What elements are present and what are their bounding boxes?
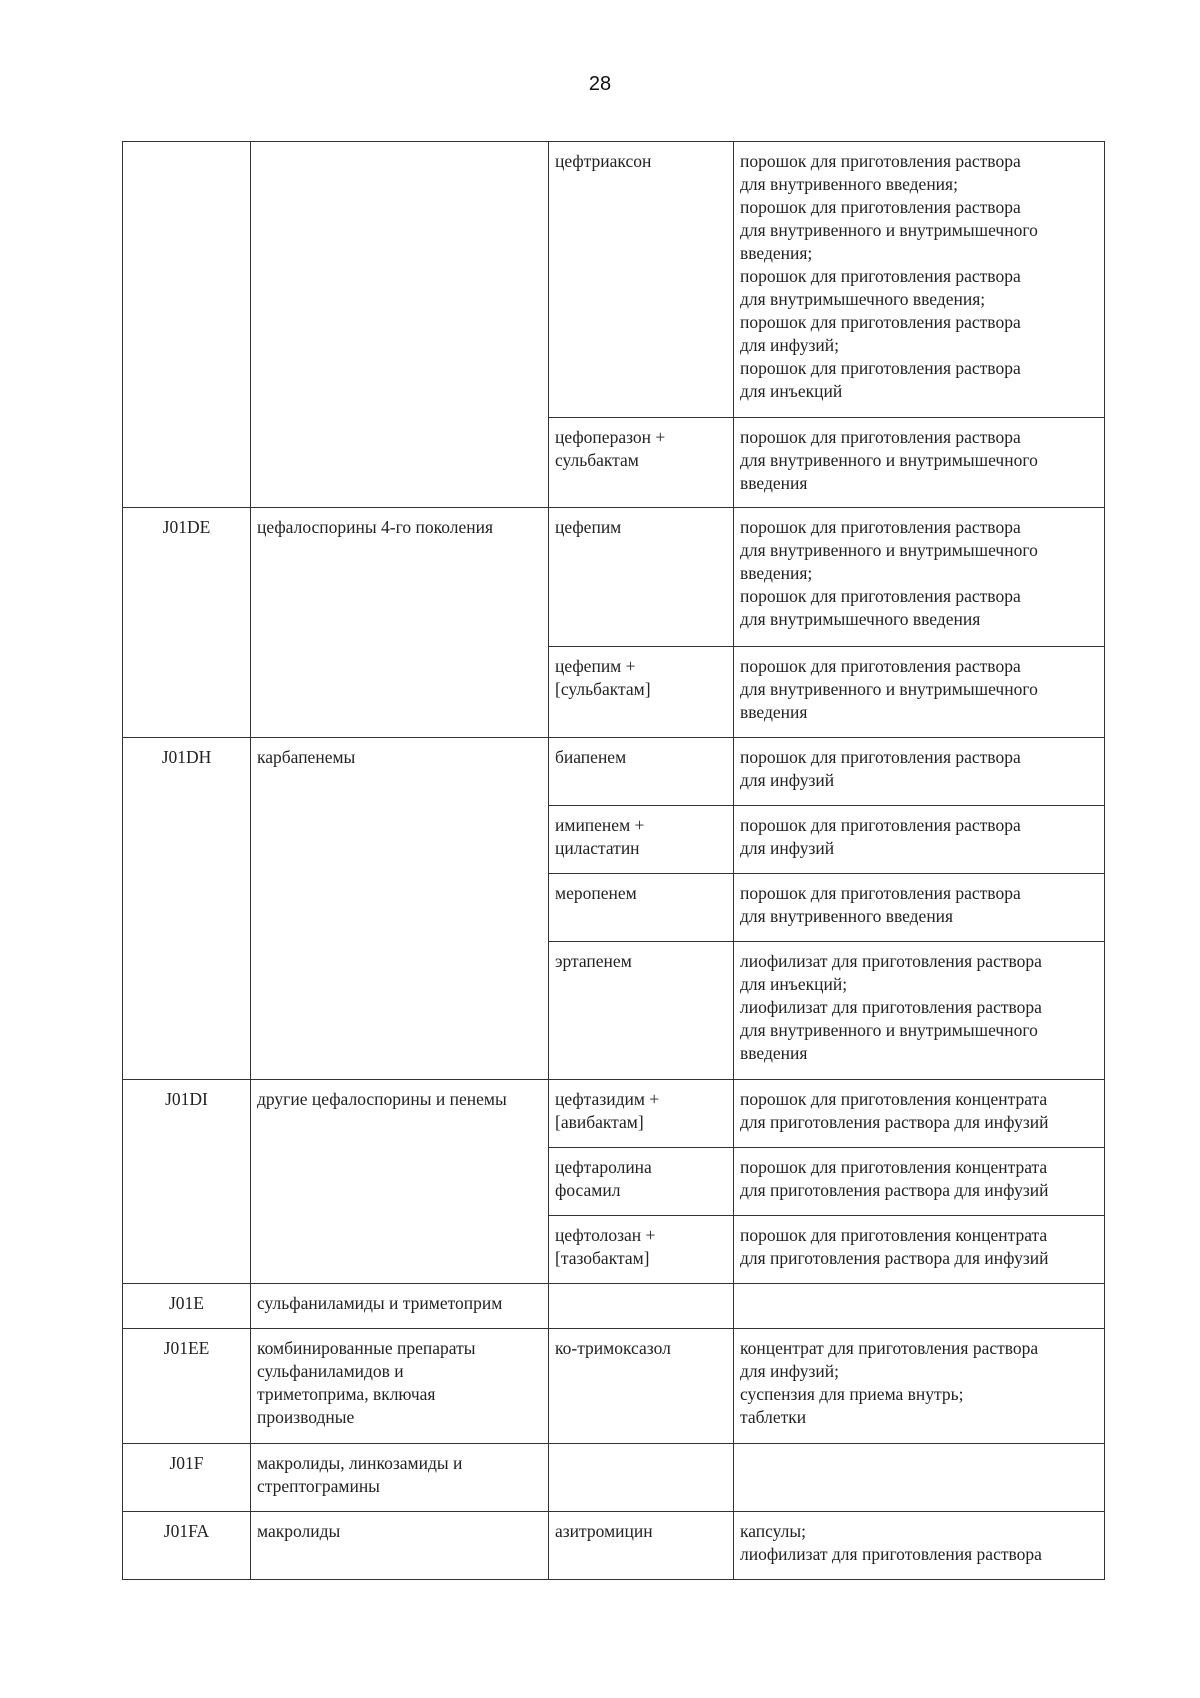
dosage-form-line: введения <box>740 702 808 722</box>
table-row <box>123 1080 1105 1148</box>
dosage-form-cell <box>734 942 1105 1080</box>
drug-name-line: сульбактам <box>555 450 639 470</box>
dosage-form-cell <box>734 1284 1105 1329</box>
drug-name-line: ко-тримоксазол <box>555 1338 671 1358</box>
drug-name-line: цефтриаксон <box>555 151 652 171</box>
dosage-form-cell <box>734 874 1105 942</box>
drug-name-cell <box>549 1216 734 1284</box>
dosage-form-line: для внутримышечного введения; <box>740 289 986 309</box>
dosage-form-line: для инфузий <box>740 838 835 858</box>
dosage-form-line: для инфузий <box>740 770 835 790</box>
group-name-line: сульфаниламидов и <box>257 1361 404 1381</box>
drug-name-line: [тазобактам] <box>555 1248 650 1268</box>
dosage-form-line: введения; <box>740 243 813 263</box>
drug-name-cell <box>549 1444 734 1512</box>
dosage-form-line: введения; <box>740 563 813 583</box>
group-name-line: производные <box>257 1407 355 1427</box>
dosage-form-line: порошок для приготовления раствора <box>740 358 1021 378</box>
dosage-form-line: для внутримышечного введения <box>740 609 981 629</box>
dosage-form-line: лиофилизат для приготовления раствора <box>740 997 1042 1017</box>
drug-name-line: цефтолозан + <box>555 1225 656 1245</box>
dosage-form-cell <box>734 1216 1105 1284</box>
dosage-form-line: порошок для приготовления концентрата <box>740 1225 1048 1245</box>
group-name-cell <box>251 1444 549 1512</box>
group-name-cell: другие цефалоспорины и пенемы <box>251 1080 549 1284</box>
dosage-form-line: капсулы; <box>740 1521 807 1541</box>
drug-name-cell <box>549 738 734 806</box>
dosage-form-line: для внутривенного и внутримышечного <box>740 1020 1038 1040</box>
atc-code-cell: J01DI <box>123 1080 251 1284</box>
dosage-form-line: порошок для приготовления раствора <box>740 197 1021 217</box>
atc-code-cell: J01E <box>123 1284 251 1329</box>
atc-code-cell: J01DE <box>123 508 251 738</box>
group-name-line: триметоприма, включая <box>257 1384 436 1404</box>
dosage-form-cell <box>734 1329 1105 1444</box>
dosage-form-line: для инфузий; <box>740 335 839 355</box>
drug-name-cell <box>549 1284 734 1329</box>
drug-name-cell <box>549 647 734 738</box>
table-row <box>123 1444 1105 1512</box>
drug-name-line: эртапенем <box>555 951 632 971</box>
dosage-form-line: порошок для приготовления раствора <box>740 883 1021 903</box>
dosage-form-line: для внутривенного и внутримышечного <box>740 450 1038 470</box>
atc-code-cell: J01DH <box>123 738 251 1080</box>
table-row <box>123 738 1105 806</box>
group-name-cell <box>251 142 549 508</box>
drug-name-cell <box>549 806 734 874</box>
dosage-form-line: порошок для приготовления раствора <box>740 656 1021 676</box>
dosage-form-line: для инъекций; <box>740 974 848 994</box>
drug-name-cell <box>549 142 734 418</box>
dosage-form-cell <box>734 1148 1105 1216</box>
dosage-form-line: для внутривенного введения; <box>740 174 958 194</box>
drug-name-line: меропенем <box>555 883 637 903</box>
drug-name-line: цефтаролина <box>555 1157 652 1177</box>
dosage-form-line: для приготовления раствора для инфузий <box>740 1248 1049 1268</box>
drug-name-line: [авибактам] <box>555 1112 644 1132</box>
dosage-form-line: для приготовления раствора для инфузий <box>740 1112 1049 1132</box>
table-row <box>123 508 1105 647</box>
group-name-line: комбинированные препараты <box>257 1338 476 1358</box>
drug-name-line: цефепим + <box>555 656 636 676</box>
dosage-form-line: для внутривенного и внутримышечного <box>740 220 1038 240</box>
group-name-line: макролиды, линкозамиды и <box>257 1453 463 1473</box>
dosage-form-line: для внутривенного и внутримышечного <box>740 540 1038 560</box>
dosage-form-line: порошок для приготовления раствора <box>740 427 1021 447</box>
drug-name-line: имипенем + <box>555 815 645 835</box>
drug-name-line: циластатин <box>555 838 640 858</box>
dosage-form-line: порошок для приготовления раствора <box>740 517 1021 537</box>
group-name-cell: цефалоспорины 4-го поколения <box>251 508 549 738</box>
drug-name-cell <box>549 418 734 508</box>
dosage-form-cell <box>734 806 1105 874</box>
dosage-form-line: для приготовления раствора для инфузий <box>740 1180 1049 1200</box>
dosage-form-line: порошок для приготовления раствора <box>740 815 1021 835</box>
atc-code-cell: J01EE <box>123 1329 251 1444</box>
dosage-form-cell <box>734 142 1105 418</box>
table-row <box>123 1284 1105 1329</box>
drug-table-body <box>123 142 1105 1580</box>
dosage-form-cell <box>734 1512 1105 1580</box>
drug-name-cell <box>549 1080 734 1148</box>
drug-name-line: [сульбактам] <box>555 679 651 699</box>
dosage-form-line: порошок для приготовления раствора <box>740 151 1021 171</box>
drug-name-cell <box>549 1512 734 1580</box>
atc-code-cell: J01F <box>123 1444 251 1512</box>
dosage-form-cell <box>734 1444 1105 1512</box>
dosage-form-line: введения <box>740 1043 808 1063</box>
dosage-form-line: концентрат для приготовления раствора <box>740 1338 1039 1358</box>
dosage-form-line: суспензия для приема внутрь; <box>740 1384 964 1404</box>
drug-name-line: биапенем <box>555 747 627 767</box>
page-number: 28 <box>588 73 612 95</box>
dosage-form-line: таблетки <box>740 1407 807 1427</box>
dosage-form-cell <box>734 1080 1105 1148</box>
group-name-cell: карбапенемы <box>251 738 549 1080</box>
dosage-form-line: для внутривенного введения <box>740 906 954 926</box>
dosage-form-cell <box>734 508 1105 647</box>
atc-code-cell: J01FA <box>123 1512 251 1580</box>
dosage-form-line: порошок для приготовления раствора <box>740 747 1021 767</box>
dosage-form-line: порошок для приготовления раствора <box>740 586 1021 606</box>
dosage-form-line: порошок для приготовления концентрата <box>740 1089 1048 1109</box>
dosage-form-line: для инфузий; <box>740 1361 839 1381</box>
dosage-form-line: порошок для приготовления раствора <box>740 312 1021 332</box>
drug-name-line: азитромицин <box>555 1521 653 1541</box>
dosage-form-line: введения <box>740 473 808 493</box>
drug-name-line: цефтазидим + <box>555 1089 660 1109</box>
dosage-form-line: для инъекций <box>740 381 843 401</box>
drug-name-line: цефоперазон + <box>555 427 666 447</box>
dosage-form-line: для внутривенного и внутримышечного <box>740 679 1038 699</box>
dosage-form-cell <box>734 647 1105 738</box>
drug-table <box>122 141 1105 1580</box>
dosage-form-line: порошок для приготовления концентрата <box>740 1157 1048 1177</box>
group-name-line: стрептограмины <box>257 1476 380 1496</box>
table-row <box>123 1512 1105 1580</box>
drug-name-cell <box>549 874 734 942</box>
drug-name-cell <box>549 508 734 647</box>
drug-name-cell <box>549 1329 734 1444</box>
dosage-form-cell <box>734 738 1105 806</box>
dosage-form-line: лиофилизат для приготовления раствора <box>740 1544 1042 1564</box>
drug-name-line: цефепим <box>555 517 622 537</box>
atc-code-cell <box>123 142 251 508</box>
drug-name-line: фосамил <box>555 1180 621 1200</box>
drug-name-cell <box>549 1148 734 1216</box>
table-row <box>123 142 1105 418</box>
dosage-form-line: порошок для приготовления раствора <box>740 266 1021 286</box>
group-name-cell: макролиды <box>251 1512 549 1580</box>
drug-name-cell <box>549 942 734 1080</box>
dosage-form-line: лиофилизат для приготовления раствора <box>740 951 1042 971</box>
group-name-cell <box>251 1329 549 1444</box>
group-name-cell: сульфаниламиды и триметоприм <box>251 1284 549 1329</box>
table-row <box>123 1329 1105 1444</box>
dosage-form-cell <box>734 418 1105 508</box>
